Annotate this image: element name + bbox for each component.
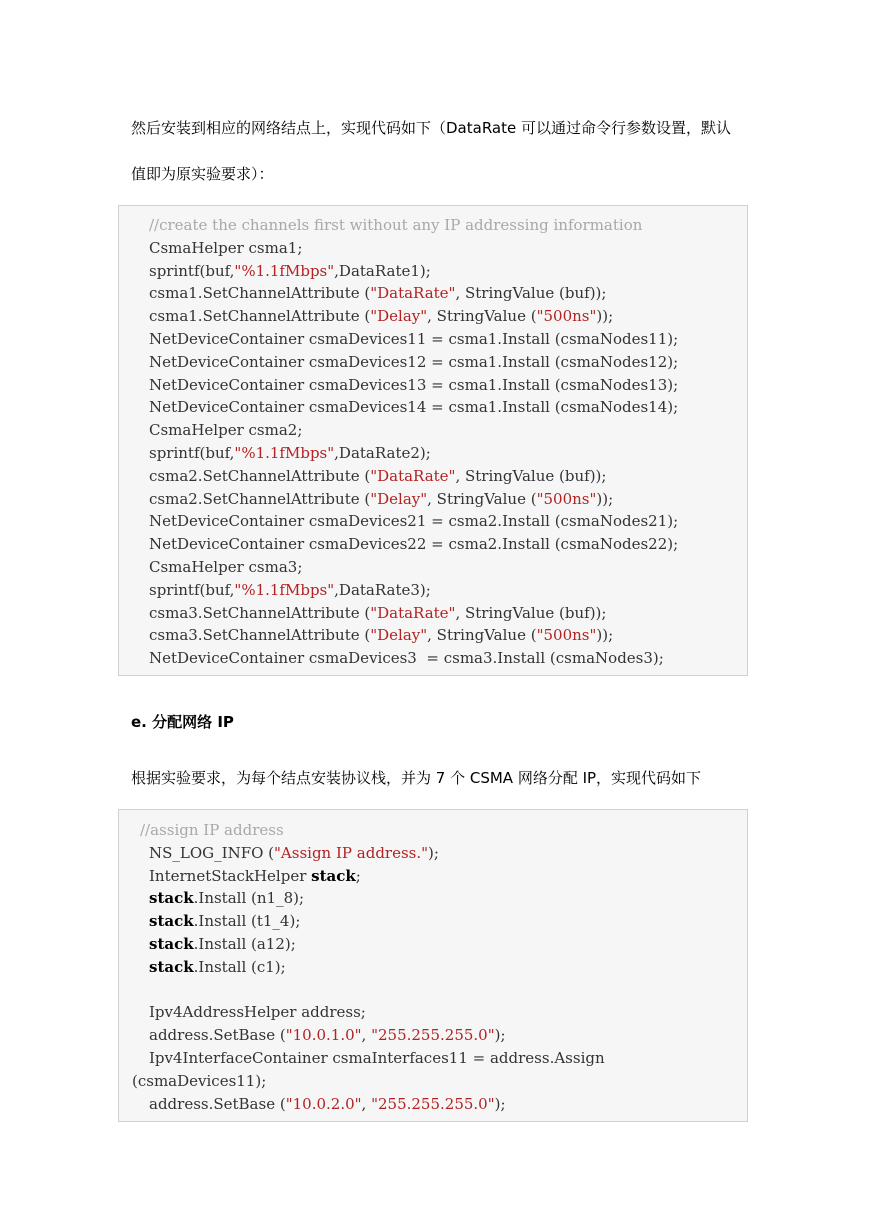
code-token: csma2.SetChannelAttribute (: [149, 489, 371, 508]
code-token: CsmaHelper csma1;: [149, 238, 303, 257]
code-token: address.SetBase (: [149, 1026, 286, 1045]
code-token: , StringValue (buf));: [455, 284, 607, 303]
intro-line-1: 然后安装到相应的网络结点上，实现代码如下（DataRate 可以通过命令行参数设置，默认: [131, 119, 731, 137]
code-block-channels: [118, 205, 748, 676]
code-line: [149, 488, 613, 510]
code-comment: //assign IP address: [140, 821, 284, 839]
code-line: [140, 819, 284, 841]
code-token: , StringValue (: [427, 626, 537, 645]
code-line: [149, 305, 613, 327]
code-token: ,: [361, 1026, 372, 1045]
code-line: [149, 579, 431, 601]
code-token: ,DataRate2);: [334, 444, 431, 462]
code-token: NS_LOG_INFO (: [149, 843, 275, 862]
code-token: .Install (c1);: [193, 957, 286, 976]
code-token: ,DataRate1);: [334, 261, 431, 280]
code-token: ));: [596, 626, 614, 645]
code-line: [149, 282, 606, 304]
code-string: "255.255.255.0": [371, 1026, 495, 1045]
code-token: ));: [596, 307, 614, 326]
code-block-ip-assign: [118, 809, 748, 1122]
code-token: );: [494, 1094, 506, 1113]
code-token: CsmaHelper csma2;: [149, 421, 303, 440]
code-line: [149, 842, 439, 864]
code-token: NetDeviceContainer csmaDevices3 = csma3.Install (csmaNodes3);: [149, 649, 664, 668]
code-token: sprintf(buf,: [149, 444, 235, 462]
code-string: "500ns": [536, 489, 597, 508]
code-string: "Delay": [370, 307, 428, 326]
code-token: CsmaHelper csma3;: [149, 558, 303, 576]
code-token: .Install (n1_8);: [193, 889, 305, 908]
code-line: [149, 419, 302, 441]
code-token: );: [428, 843, 439, 862]
code-token: , StringValue (: [427, 307, 537, 326]
code-string: "%1.1fMbps": [234, 261, 335, 280]
code-string: "Delay": [370, 489, 428, 508]
code-token: NetDeviceContainer csmaDevices22 = csma2.Install (csmaNodes22);: [149, 535, 679, 554]
code-keyword: stack: [149, 889, 194, 908]
code-token: ));: [596, 489, 614, 508]
section-heading: e. 分配网络 IP: [131, 713, 234, 731]
code-keyword: stack: [311, 866, 356, 885]
code-token: sprintf(buf,: [149, 261, 235, 280]
code-line: [149, 1047, 605, 1069]
code-string: "Delay": [370, 626, 428, 645]
code-line: [149, 647, 664, 669]
code-string: "10.0.1.0": [285, 1026, 362, 1045]
code-line: [149, 602, 606, 624]
code-line: [132, 1070, 266, 1092]
code-token: .Install (a12);: [193, 935, 296, 953]
code-token: , StringValue (: [427, 489, 537, 508]
code-keyword: stack: [149, 935, 194, 953]
code-line: [149, 442, 431, 464]
code-line: [149, 533, 678, 555]
code-token: csma1.SetChannelAttribute (: [149, 284, 371, 303]
code-line: [149, 214, 642, 236]
intro-line-2: 值即为原实验要求）：: [131, 165, 274, 183]
code-token: NetDeviceContainer csmaDevices13 = csma1.Install (csmaNodes13);: [149, 375, 679, 394]
code-token: ;: [355, 866, 361, 885]
code-line: [149, 910, 300, 932]
code-token: address.SetBase (: [149, 1094, 286, 1113]
code-string: "DataRate": [370, 603, 456, 622]
code-line: [149, 465, 606, 487]
code-token: ,DataRate3);: [334, 580, 431, 599]
code-token: );: [494, 1026, 506, 1045]
code-token: , StringValue (buf));: [455, 603, 607, 622]
code-token: .Install (t1_4);: [193, 912, 301, 931]
code-comment: //create the channels first without any IP addressing information: [149, 216, 643, 234]
code-keyword: stack: [149, 957, 194, 976]
code-line: [149, 351, 678, 373]
code-string: "Assign IP address.": [274, 843, 429, 862]
code-keyword: stack: [149, 912, 194, 931]
code-token: NetDeviceContainer csmaDevices14 = csma1.Install (csmaNodes14);: [149, 398, 679, 417]
code-string: "10.0.2.0": [285, 1094, 362, 1113]
code-token: NetDeviceContainer csmaDevices12 = csma1.Install (csmaNodes12);: [149, 352, 679, 371]
code-line: [149, 624, 613, 646]
code-line: [149, 887, 304, 909]
code-line: [149, 1024, 506, 1046]
code-string: "500ns": [536, 626, 597, 645]
code-line: [149, 374, 678, 396]
code-line: [149, 865, 361, 887]
code-line: [149, 328, 678, 350]
code-token: csma1.SetChannelAttribute (: [149, 307, 371, 326]
code-token: Ipv4AddressHelper address;: [149, 1003, 366, 1022]
code-string: "500ns": [536, 307, 597, 326]
code-token: (csmaDevices11);: [132, 1071, 267, 1090]
code-token: csma2.SetChannelAttribute (: [149, 466, 371, 485]
code-line: [149, 260, 431, 282]
code-token: sprintf(buf,: [149, 580, 235, 599]
code-token: , StringValue (buf));: [455, 466, 607, 485]
code-token: ,: [361, 1094, 372, 1113]
code-token: NetDeviceContainer csmaDevices11 = csma1.Install (csmaNodes11);: [149, 330, 679, 348]
code-line: [149, 933, 296, 955]
code-line: [149, 1001, 366, 1023]
code-string: "%1.1fMbps": [234, 444, 335, 462]
code-string: "%1.1fMbps": [234, 580, 335, 599]
code-string: "DataRate": [370, 284, 456, 303]
code-token: InternetStackHelper: [149, 866, 312, 885]
code-line: [149, 396, 678, 418]
code-token: csma3.SetChannelAttribute (: [149, 626, 371, 645]
code-token: csma3.SetChannelAttribute (: [149, 603, 371, 622]
code-line: [149, 237, 302, 259]
code-line: [149, 510, 678, 532]
code-line: [149, 556, 302, 578]
code-line: [149, 956, 286, 978]
code-string: "255.255.255.0": [371, 1094, 495, 1113]
code-line: [149, 1093, 506, 1115]
code-string: "DataRate": [370, 466, 456, 485]
code-token: NetDeviceContainer csmaDevices21 = csma2.Install (csmaNodes21);: [149, 512, 679, 531]
section-description: 根据实验要求，为每个结点安装协议栈，并为 7 个 CSMA 网络分配 IP，实现代码如下: [131, 769, 702, 787]
code-token: Ipv4InterfaceContainer csmaInterfaces11 = address.Assign: [149, 1049, 605, 1067]
